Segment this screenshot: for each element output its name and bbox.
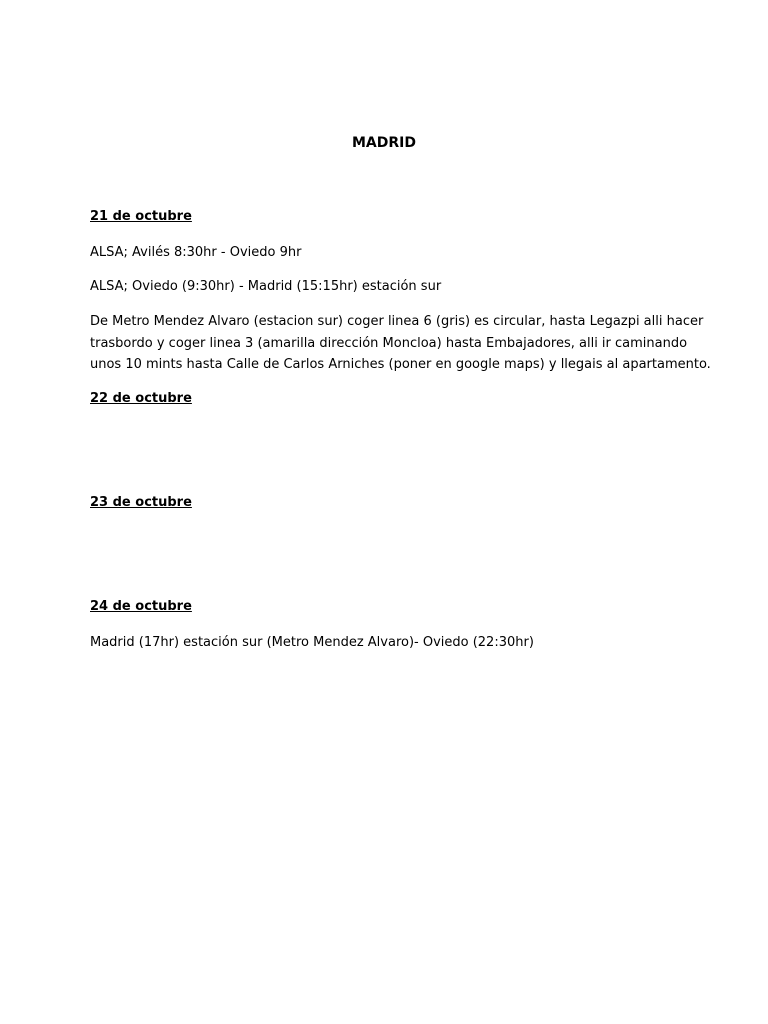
route-line-aviles-oviedo: ALSA; Avilés 8:30hr - Oviedo 9hr — [90, 245, 302, 260]
metro-directions-line-3: unos 10 mints hasta Calle de Carlos Arniches (poner en google maps) y llegais al apartamento. — [90, 357, 711, 372]
metro-directions-line-1: De Metro Mendez Alvaro (estacion sur) coger linea 6 (gris) es circular, hasta Legazpi alli hacer — [90, 314, 704, 329]
day-heading-21: 21 de octubre — [90, 209, 192, 224]
day-heading-22: 22 de octubre — [90, 391, 192, 406]
route-line-madrid-oviedo: Madrid (17hr) estación sur (Metro Mendez Alvaro)- Oviedo (22:30hr) — [90, 635, 534, 650]
route-line-oviedo-madrid: ALSA; Oviedo (9:30hr) - Madrid (15:15hr) estación sur — [90, 279, 442, 294]
metro-directions-paragraph — [90, 311, 711, 376]
metro-directions-line-2: trasbordo y coger linea 3 (amarilla dirección Moncloa) hasta Embajadores, alli ir caminando — [90, 335, 688, 351]
page-title: MADRID — [352, 135, 416, 151]
day-heading-23: 23 de octubre — [90, 495, 192, 510]
day-heading-24: 24 de octubre — [90, 599, 192, 614]
